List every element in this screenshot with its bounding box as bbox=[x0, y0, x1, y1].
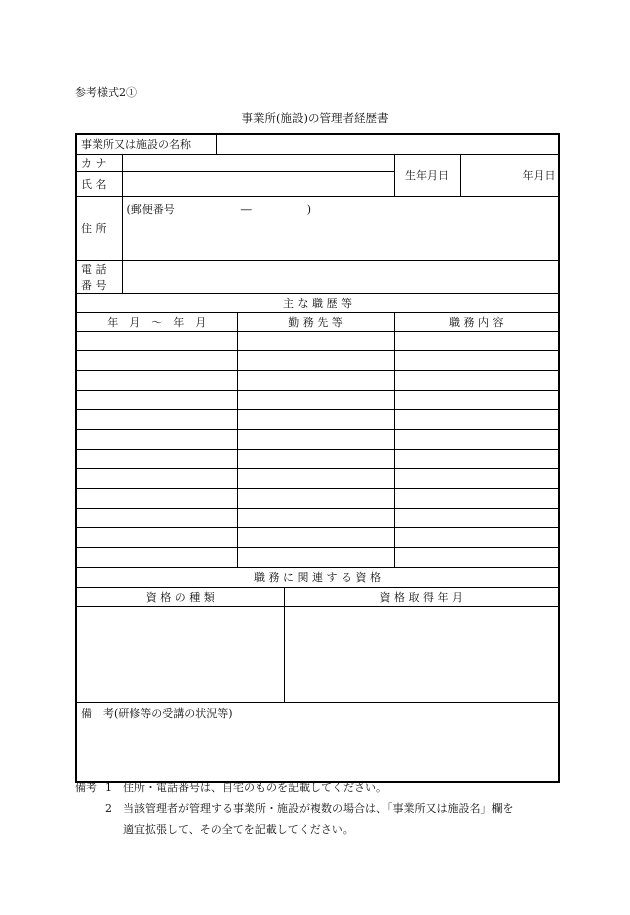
career-duties-cell[interactable] bbox=[394, 528, 559, 548]
name-field[interactable] bbox=[122, 171, 394, 196]
notes-section bbox=[75, 777, 565, 840]
career-row bbox=[76, 351, 559, 371]
career-row bbox=[76, 469, 559, 489]
period-column-header: 年 月 ～ 年 月 bbox=[76, 312, 237, 331]
career-period-cell[interactable] bbox=[76, 351, 237, 371]
career-period-cell[interactable] bbox=[76, 390, 237, 410]
career-workplace-cell[interactable] bbox=[237, 370, 394, 390]
career-duties-cell[interactable] bbox=[394, 469, 559, 489]
form-number-label: 参考様式2① bbox=[75, 86, 137, 99]
career-row bbox=[76, 489, 559, 509]
career-workplace-cell[interactable] bbox=[237, 449, 394, 469]
career-row bbox=[76, 508, 559, 528]
career-duties-cell[interactable] bbox=[394, 429, 559, 449]
career-workplace-cell[interactable] bbox=[237, 390, 394, 410]
career-period-cell[interactable] bbox=[76, 469, 237, 489]
career-duties-cell[interactable] bbox=[394, 548, 559, 568]
career-duties-cell[interactable] bbox=[394, 489, 559, 509]
phone-field[interactable] bbox=[122, 260, 559, 293]
resume-form-table bbox=[75, 133, 560, 783]
remarks-field[interactable] bbox=[76, 702, 559, 782]
note-number: 1 bbox=[105, 781, 112, 794]
career-workplace-cell[interactable] bbox=[237, 429, 394, 449]
career-period-cell[interactable] bbox=[76, 429, 237, 449]
career-duties-cell[interactable] bbox=[394, 508, 559, 528]
note-number: 2 bbox=[105, 802, 112, 815]
phone-label: 電 話 番 号 bbox=[76, 260, 122, 293]
note-text: 当該管理者が管理する事業所・施設が複数の場合は、「事業所又は施設名」欄を bbox=[123, 802, 514, 815]
qualification-type-header: 資 格 の 種 類 bbox=[76, 587, 284, 606]
note-text: 住所・電話番号は、自宅のものを記載してください。 bbox=[123, 781, 387, 794]
career-workplace-cell[interactable] bbox=[237, 351, 394, 371]
career-duties-cell[interactable] bbox=[394, 449, 559, 469]
notes-heading: 備考 bbox=[75, 781, 97, 794]
career-period-cell[interactable] bbox=[76, 410, 237, 430]
note-text-continued: 適宜拡張して、その全てを記載してください。 bbox=[123, 823, 354, 836]
career-period-cell[interactable] bbox=[76, 528, 237, 548]
address-field[interactable] bbox=[122, 196, 559, 260]
career-row bbox=[76, 390, 559, 410]
document-title: 事業所(施設)の管理者経歴書 bbox=[241, 111, 389, 125]
qualification-date-header: 資 格 取 得 年 月 bbox=[284, 587, 559, 606]
career-period-cell[interactable] bbox=[76, 449, 237, 469]
career-row bbox=[76, 429, 559, 449]
career-duties-cell[interactable] bbox=[394, 331, 559, 351]
qualification-section-header: 職 務 に 関 連 す る 資 格 bbox=[76, 567, 559, 587]
career-row bbox=[76, 548, 559, 568]
career-period-cell[interactable] bbox=[76, 508, 237, 528]
career-period-cell[interactable] bbox=[76, 489, 237, 509]
career-row bbox=[76, 370, 559, 390]
career-duties-cell[interactable] bbox=[394, 351, 559, 371]
career-workplace-cell[interactable] bbox=[237, 331, 394, 351]
office-name-label: 事業所又は施設の名称 bbox=[76, 134, 216, 154]
qualification-date-field[interactable] bbox=[284, 606, 559, 702]
birth-month-label: 月 bbox=[533, 169, 545, 182]
career-row bbox=[76, 331, 559, 351]
remarks-label: 備 考(研修等の受講の状況等) bbox=[81, 706, 233, 720]
career-period-cell[interactable] bbox=[76, 548, 237, 568]
birthdate-field[interactable] bbox=[460, 154, 559, 196]
address-label: 住 所 bbox=[76, 196, 122, 260]
career-workplace-cell[interactable] bbox=[237, 528, 394, 548]
career-row bbox=[76, 449, 559, 469]
career-period-cell[interactable] bbox=[76, 331, 237, 351]
career-row bbox=[76, 410, 559, 430]
workplace-column-header: 勤 務 先 等 bbox=[237, 312, 394, 331]
birthdate-label: 生年月日 bbox=[394, 154, 460, 196]
career-workplace-cell[interactable] bbox=[237, 410, 394, 430]
career-duties-cell[interactable] bbox=[394, 390, 559, 410]
duties-column-header: 職 務 内 容 bbox=[394, 312, 559, 331]
career-duties-cell[interactable] bbox=[394, 410, 559, 430]
career-row bbox=[76, 528, 559, 548]
birth-year-label: 年 bbox=[522, 169, 534, 182]
career-workplace-cell[interactable] bbox=[237, 489, 394, 509]
name-label: 氏 名 bbox=[76, 171, 122, 196]
kana-label: カ ナ bbox=[76, 154, 122, 171]
career-period-cell[interactable] bbox=[76, 370, 237, 390]
career-section-header: 主 な 職 歴 等 bbox=[76, 293, 559, 312]
qualification-type-field[interactable] bbox=[76, 606, 284, 702]
career-workplace-cell[interactable] bbox=[237, 508, 394, 528]
postal-code-label: (郵便番号 ― ) bbox=[126, 202, 312, 216]
career-workplace-cell[interactable] bbox=[237, 469, 394, 489]
kana-field[interactable] bbox=[122, 154, 394, 171]
office-name-field[interactable] bbox=[216, 134, 559, 154]
career-workplace-cell[interactable] bbox=[237, 548, 394, 568]
career-duties-cell[interactable] bbox=[394, 370, 559, 390]
birth-day-label: 日 bbox=[544, 169, 556, 182]
